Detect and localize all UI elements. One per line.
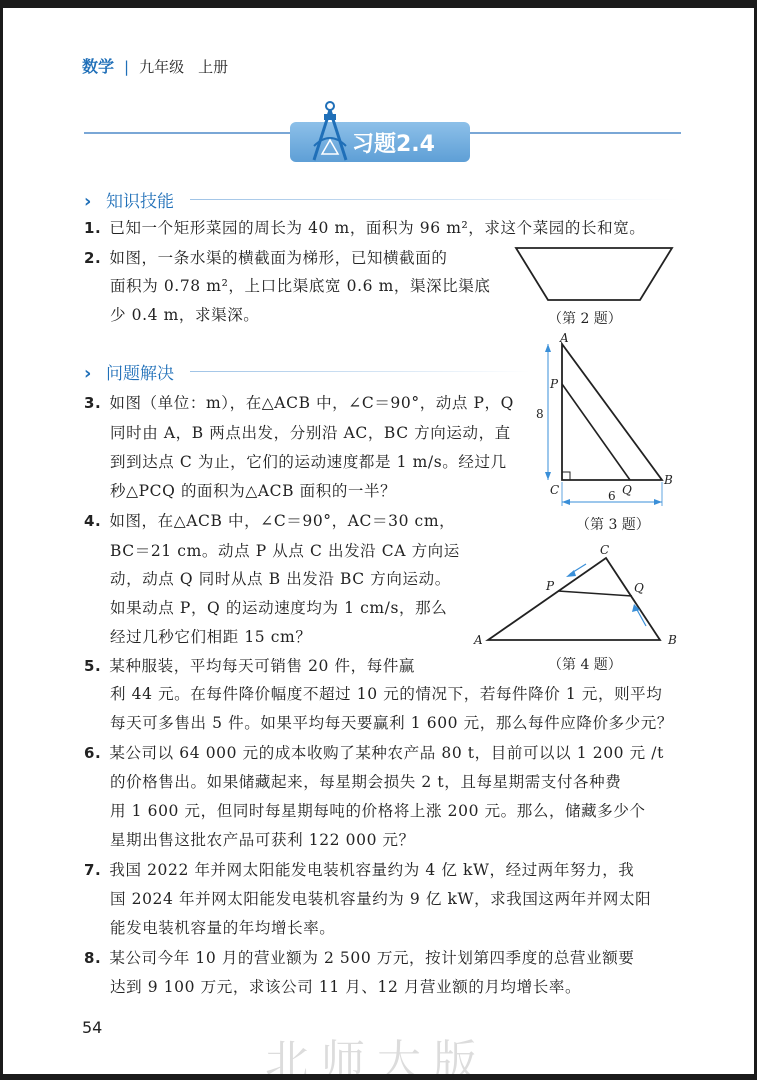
problem-1: 1. 已知一个矩形菜园的周长为 40 m，面积为 96 m²，求这个菜园的长和宽。: [84, 219, 646, 237]
publisher-watermark: 北师大版: [265, 1036, 489, 1087]
problem-7-line-2: 国 2024 年并网太阳能发电装机容量约为 9 亿 kW，求我国这两年并网太阳: [110, 890, 652, 908]
header-separator: |: [124, 58, 130, 76]
chevron-right-icon: ›: [84, 191, 92, 212]
problem-5-line-2: 利 44 元。在每件降价幅度不超过 10 元的情况下，若每件降价 1 元，则平均: [110, 685, 663, 703]
problem-4-line-2: BC＝21 cm。动点 P 从点 C 出发沿 CA 方向运: [110, 542, 460, 560]
label-P: P: [546, 579, 555, 593]
section-rule: [190, 371, 530, 372]
page-header: [82, 54, 228, 77]
problem-3-line-1: 3. 如图（单位：m），在△ACB 中，∠C＝90°，动点 P，Q: [84, 394, 514, 412]
section-heading-problems: › 问题解决: [84, 363, 174, 384]
volume-label: 上册: [198, 58, 229, 76]
label-B: B: [664, 473, 673, 487]
label-A: A: [560, 332, 569, 345]
top-bar: [0, 0, 757, 8]
problem-2-line-3: 少 0.4 m，求渠深。: [110, 306, 260, 324]
problem-4-line-5: 经过几秒它们相距 15 cm？: [110, 628, 312, 646]
problem-4-line-3: 动，动点 Q 同时从点 B 出发沿 BC 方向运动。: [110, 570, 451, 588]
title-rule-left: [84, 132, 294, 134]
problem-3-line-3: 到到达点 C 为止，它们的运动速度都是 1 m/s。经过几: [110, 453, 507, 471]
figure-3-caption: （第 3 题）: [576, 517, 650, 533]
label-side-cb: 6: [608, 489, 616, 503]
problem-3-line-4: 秒△PCQ 的面积为△ACB 面积的一半？: [110, 482, 397, 500]
chevron-right-icon: ›: [84, 363, 92, 384]
problem-2-line-2: 面积为 0.78 m²，上口比渠底宽 0.6 m，渠深比渠底: [110, 277, 491, 295]
label-C: C: [600, 543, 610, 557]
page-number: 54: [82, 1018, 103, 1037]
problem-2-line-1: 2. 如图，一条水渠的横截面为梯形，已知横截面的: [84, 249, 448, 267]
figure-2-trapezoid: [512, 244, 678, 306]
grade-label: 九年级: [139, 58, 185, 76]
title-rule-right: [466, 132, 681, 134]
exercise-title-banner: [0, 100, 757, 175]
figure-3-right-triangle: [534, 332, 680, 512]
problem-6-line-2: 的价格售出。如果储藏起来，每星期会损失 2 t，且每星期需支付各种费: [110, 773, 622, 791]
problem-7-line-1: 7. 我国 2022 年并网太阳能发电装机容量约为 4 亿 kW，经过两年努力，我: [84, 861, 635, 879]
section-heading-skills: › 知识技能: [84, 191, 174, 212]
problem-5-line-1: 5. 某种服装，平均每天可销售 20 件，每件赢: [84, 657, 416, 675]
problem-4-line-1: 4. 如图，在△ACB 中，∠C＝90°，AC＝30 cm，: [84, 512, 456, 530]
label-P: P: [550, 377, 559, 391]
label-B: B: [668, 633, 677, 647]
problem-8-line-1: 8. 某公司今年 10 月的营业额为 2 500 万元，按计划第四季度的总营业额要: [84, 949, 635, 967]
problem-8-line-2: 达到 9 100 万元，求该公司 11 月、12 月营业额的月均增长率。: [110, 978, 582, 996]
section-rule: [190, 199, 680, 200]
exercise-title: 习题2.4: [352, 132, 435, 157]
problem-4-line-4: 如果动点 P，Q 的运动速度均为 1 cm/s，那么: [110, 599, 448, 617]
subject-label: 数学: [82, 57, 115, 76]
problem-3-line-2: 同时由 A，B 两点出发，分别沿 AC，BC 方向运动，直: [110, 424, 511, 442]
label-side-ac: 8: [536, 407, 544, 421]
problem-6-line-4: 星期出售这批农产品可获利 122 000 元？: [110, 831, 415, 849]
figure-2-caption: （第 2 题）: [548, 311, 622, 327]
compass-icon: [306, 100, 354, 166]
problem-5-line-3: 每天可多售出 5 件。如果平均每天要赢利 1 600 元，那么每件应降价多少元？: [110, 714, 673, 732]
problem-6-line-3: 用 1 600 元，但同时每星期每吨的价格将上涨 200 元。那么，储藏多少个: [110, 802, 646, 820]
label-Q: Q: [634, 581, 644, 595]
figure-4-triangle: [470, 540, 682, 650]
label-Q: Q: [622, 483, 632, 497]
problem-6-line-1: 6. 某公司以 64 000 元的成本收购了某种农产品 80 t，目前可以以 1 200 元 /t: [84, 744, 664, 762]
figure-4-caption: （第 4 题）: [548, 657, 622, 673]
label-A: A: [474, 633, 483, 647]
label-C: C: [550, 483, 560, 497]
problem-7-line-3: 能发电装机容量的年均增长率。: [110, 919, 336, 937]
